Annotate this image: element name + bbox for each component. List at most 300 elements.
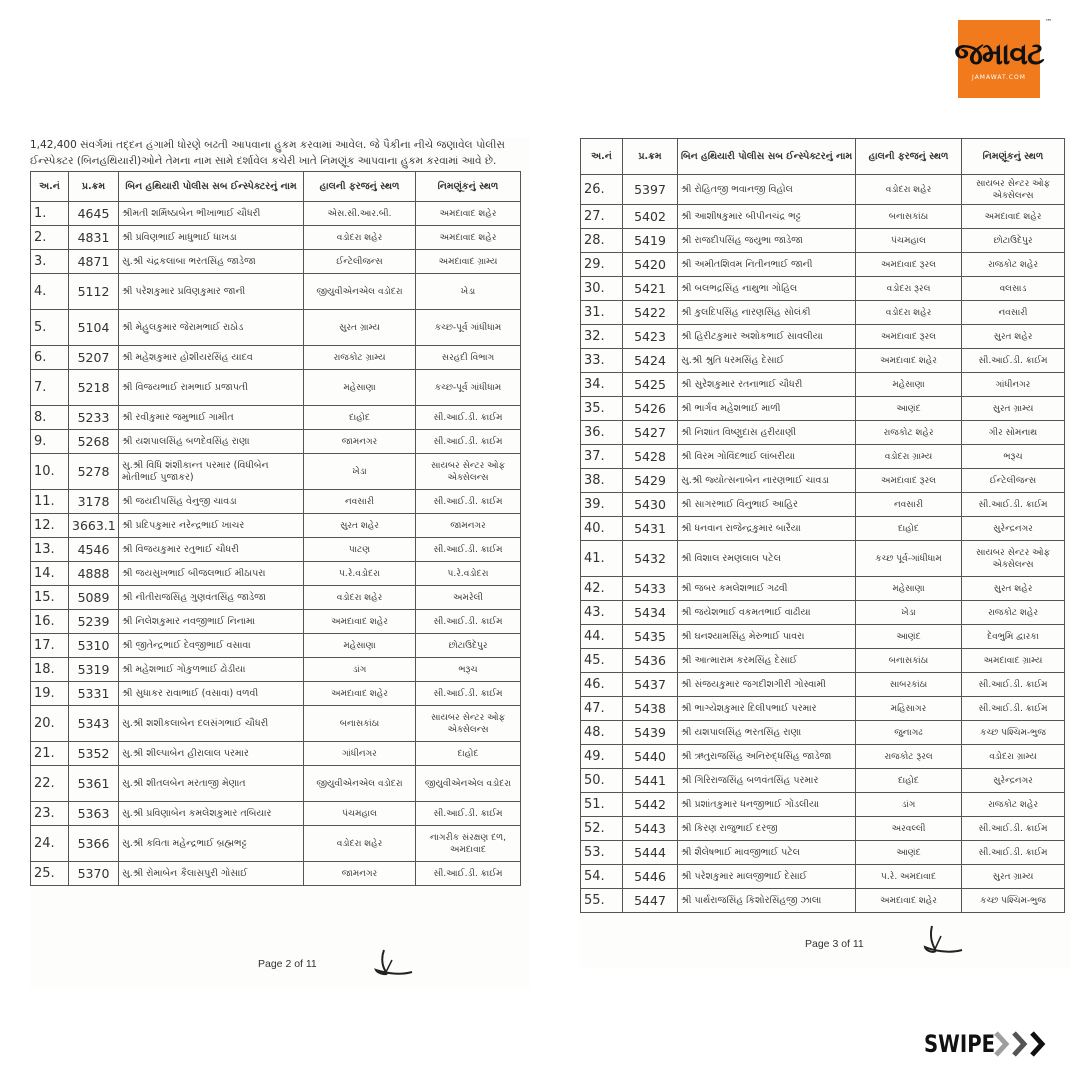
serial-cell: 35. — [581, 397, 623, 421]
rank-no-cell: 5432 — [623, 541, 678, 577]
serial-cell: 31. — [581, 301, 623, 325]
table-row — [581, 817, 1065, 841]
rank-no-cell: 5437 — [623, 673, 678, 697]
serial-cell: 1. — [31, 202, 69, 226]
table-row — [581, 205, 1065, 229]
new-posting-cell: વલસાડ — [962, 277, 1065, 301]
rank-no-cell: 5438 — [623, 697, 678, 721]
rank-no-cell: 5444 — [623, 841, 678, 865]
table-row — [31, 862, 521, 886]
officer-name-cell: શ્રી સાગરભાઈ વિનુભાઈ આહિર — [678, 493, 856, 517]
table-row — [31, 274, 521, 310]
rank-no-cell: 5112 — [69, 274, 119, 310]
new-posting-cell: સુરેન્દ્રનગર — [962, 769, 1065, 793]
serial-cell: 54. — [581, 865, 623, 889]
current-post-cell: જામનગર — [304, 430, 416, 454]
current-post-cell: વડોદરા શહેર — [304, 826, 416, 862]
table-row — [581, 445, 1065, 469]
table-row — [31, 202, 521, 226]
rank-no-cell: 5431 — [623, 517, 678, 541]
new-posting-cell: અમદાવાદ શહેર — [416, 202, 521, 226]
serial-cell: 48. — [581, 721, 623, 745]
new-posting-cell: દેવભુમિ દ્વારકા — [962, 625, 1065, 649]
serial-cell: 37. — [581, 445, 623, 469]
current-post-cell: વડોદરા ગ્રામ્ય — [856, 445, 962, 469]
officer-name-cell: શ્રી ધનવાન રાજેન્દ્રકુમાર બારૈયા — [678, 517, 856, 541]
new-posting-cell: રાજકોટ શહેર — [962, 793, 1065, 817]
table-header-row — [31, 172, 521, 202]
signature-icon — [372, 948, 416, 980]
rank-no-cell: 5363 — [69, 802, 119, 826]
current-post-cell: વડોદરા શહેર — [304, 226, 416, 250]
current-post-cell: સુરત શહેર — [304, 514, 416, 538]
serial-cell: 34. — [581, 373, 623, 397]
serial-cell: 45. — [581, 649, 623, 673]
header-rank-no: પ્ર.ક્રમ — [69, 172, 119, 202]
officer-name-cell: શ્રી બલભદ્રસિંહ નાથુભા ગોહિલ — [678, 277, 856, 301]
serial-cell: 49. — [581, 745, 623, 769]
serial-cell: 22. — [31, 766, 69, 802]
table-row — [31, 610, 521, 634]
table-row — [31, 250, 521, 274]
table-row — [581, 889, 1065, 913]
new-posting-cell: અમરેલી — [416, 586, 521, 610]
rank-no-cell: 5361 — [69, 766, 119, 802]
new-posting-cell: વડોદરા ગ્રામ્ય — [962, 745, 1065, 769]
table-row — [31, 826, 521, 862]
officer-name-cell: શ્રી પ્રદિપકુમાર નરેન્દ્રભાઈ ખાચર — [119, 514, 304, 538]
table-row — [31, 742, 521, 766]
officer-name-cell: શ્રી ઘનશ્યામસિંહ મેરુભાઈ પાવરા — [678, 625, 856, 649]
current-post-cell: ઈન્ટેલીજન્સ — [304, 250, 416, 274]
rank-no-cell: 5425 — [623, 373, 678, 397]
current-post-cell: અમદાવાદ શહેર — [856, 889, 962, 913]
serial-cell: 39. — [581, 493, 623, 517]
serial-cell: 53. — [581, 841, 623, 865]
rank-no-cell: 5427 — [623, 421, 678, 445]
rank-no-cell: 5446 — [623, 865, 678, 889]
officer-name-cell: શ્રી જયેશભાઈ વકમતભાઈ વાઢીયા — [678, 601, 856, 625]
serial-cell: 26. — [581, 175, 623, 205]
serial-cell: 20. — [31, 706, 69, 742]
current-post-cell: મહેસાણા — [856, 577, 962, 601]
officer-name-cell: શ્રી મહેશભાઈ ગોકુળભાઈ ઢોડીયા — [119, 658, 304, 682]
new-posting-cell: દાહોદ — [416, 742, 521, 766]
new-posting-cell: ગાંધીનગર — [962, 373, 1065, 397]
serial-cell: 52. — [581, 817, 623, 841]
officer-name-cell: શ્રી જીતેન્દ્રભાઈ દેવજીભાઈ વસાવા — [119, 634, 304, 658]
officer-name-cell: સુ.શ્રી શ્રુતિ ધરમસિંહ દેસાઈ — [678, 349, 856, 373]
current-post-cell: દાહોદ — [856, 769, 962, 793]
logo-site: JAMAWAT.COM — [972, 73, 1026, 81]
rank-no-cell: 5278 — [69, 454, 119, 490]
officer-name-cell: શ્રી પ્રશાંતકુમાર ધનજીભાઈ ગોંડલીયા — [678, 793, 856, 817]
officer-name-cell: શ્રી શૈલેષભાઈ માવજીભાઈ પટેલ — [678, 841, 856, 865]
current-post-cell: જીયુવીએનએલ વડોદરા — [304, 274, 416, 310]
brand-logo — [954, 18, 1052, 98]
serial-cell: 50. — [581, 769, 623, 793]
current-post-cell: કચ્છ પૂર્વ-ગાંધીધામ — [856, 541, 962, 577]
serial-cell: 13. — [31, 538, 69, 562]
new-posting-cell: ભરૂચ — [416, 658, 521, 682]
officer-name-cell: શ્રી વિજયકુમાર રતુભાઈ ચૌધરી — [119, 538, 304, 562]
serial-cell: 32. — [581, 325, 623, 349]
current-post-cell: અમદાવાદ શહેર — [304, 682, 416, 706]
current-post-cell: વડોદરા રૂરલ — [856, 277, 962, 301]
officer-name-cell: શ્રી ભાર્ગવ મહેશભાઈ માળી — [678, 397, 856, 421]
current-post-cell: નવસારી — [856, 493, 962, 517]
logo-trademark: ™ — [1045, 18, 1052, 26]
rank-no-cell: 5366 — [69, 826, 119, 862]
officer-name-cell: શ્રી સુરેશકુમાર રતનાભાઈ ચૌધરી — [678, 373, 856, 397]
officer-name-cell: શ્રી યશપાલસિંહ બળદેવસિંહ રાણા — [119, 430, 304, 454]
new-posting-cell: નવસારી — [962, 301, 1065, 325]
rank-no-cell: 5429 — [623, 469, 678, 493]
rank-no-cell: 5310 — [69, 634, 119, 658]
rank-no-cell: 5319 — [69, 658, 119, 682]
rank-no-cell: 5420 — [623, 253, 678, 277]
header-current-post: હાલની ફરજનું સ્થળ — [856, 139, 962, 175]
officer-name-cell: શ્રી રોહિતજી ભવાનજી વિહોલ — [678, 175, 856, 205]
new-posting-cell: સી.આઈ.ડી. ક્રાઈમ — [962, 697, 1065, 721]
new-posting-cell: સી.આઈ.ડી. ક્રાઈમ — [962, 673, 1065, 697]
current-post-cell: મહેસાણા — [304, 370, 416, 406]
intro-paragraph: 1,42,400 સંવર્ગમાં તદ્દન હંગામી ધોરણે બઢતી આપવાના હુકમ કરવામાં આવેલ. જે પૈકીના નીચે જણાવેલ પોલીસ ઈન્સ્પેક્ટર (બિનહથિયારી)ઓને તેમના નામ સામે દર્શાવેલ કચેરી ખાતે નિમણૂંક આપવાના હુકમ કરવામાં આવે છે. — [30, 139, 505, 167]
rank-no-cell: 5207 — [69, 346, 119, 370]
new-posting-cell: સી.આઈ.ડી. ક્રાઈમ — [416, 538, 521, 562]
table-row — [31, 682, 521, 706]
rank-no-cell: 5434 — [623, 601, 678, 625]
officer-name-cell: શ્રી યશપાલસિંહ ભરતસિંહ રાણા — [678, 721, 856, 745]
current-post-cell: ડાંગ — [304, 658, 416, 682]
rank-no-cell: 5426 — [623, 397, 678, 421]
table-row — [581, 373, 1065, 397]
rank-no-cell: 4831 — [69, 226, 119, 250]
serial-cell: 23. — [31, 802, 69, 826]
rank-no-cell: 5436 — [623, 649, 678, 673]
table-row — [31, 562, 521, 586]
new-posting-cell: નાગરીક સંરક્ષણ દળ, અમદાવાદ — [416, 826, 521, 862]
serial-cell: 16. — [31, 610, 69, 634]
header-rank-no: પ્ર.ક્રમ — [623, 139, 678, 175]
serial-cell: 33. — [581, 349, 623, 373]
table-row — [581, 769, 1065, 793]
rank-no-cell: 4546 — [69, 538, 119, 562]
rank-no-cell: 5421 — [623, 277, 678, 301]
officer-name-cell: શ્રી મેહુલકુમાર જેરામભાઈ રાઠોડ — [119, 310, 304, 346]
header-serial: અ.નં — [581, 139, 623, 175]
officer-name-cell: શ્રી કિરણ રાજુભાઈ દરજી — [678, 817, 856, 841]
serial-cell: 28. — [581, 229, 623, 253]
current-post-cell: મહેસાણા — [304, 634, 416, 658]
officer-name-cell: શ્રી પરેશકુમાર પ્રવિણકુમાર જાની — [119, 274, 304, 310]
current-post-cell: અરવલ્લી — [856, 817, 962, 841]
officer-name-cell: સુ.શ્રી શશીકલાબેન દલસંગભાઈ ચૌધરી — [119, 706, 304, 742]
rank-no-cell: 5268 — [69, 430, 119, 454]
rank-no-cell: 5423 — [623, 325, 678, 349]
new-posting-cell: છોટાઉદેપુર — [962, 229, 1065, 253]
table-row — [31, 406, 521, 430]
table-row — [31, 658, 521, 682]
current-post-cell: દાહોદ — [856, 517, 962, 541]
rank-no-cell: 5233 — [69, 406, 119, 430]
current-post-cell: દાહોદ — [304, 406, 416, 430]
officer-name-cell: શ્રી રવીકુમાર જમુભાઈ ગામીત — [119, 406, 304, 430]
new-posting-cell: અમદાવાદ ગ્રામ્ય — [416, 250, 521, 274]
officer-name-cell: શ્રી હિરીટકુમાર અશોકભાઈ સાવલીયા — [678, 325, 856, 349]
current-post-cell: મહિસાગર — [856, 697, 962, 721]
current-post-cell: રાજકોટ ગ્રામ્ય — [304, 346, 416, 370]
officer-name-cell: સુ.શ્રી પ્રવિણાબેન કમલેશકુમાર તબિયાર — [119, 802, 304, 826]
new-posting-cell: જીયુવીએનએલ વડોદરા — [416, 766, 521, 802]
header-new-posting: નિમણૂંકનું સ્થળ — [416, 172, 521, 202]
serial-cell: 18. — [31, 658, 69, 682]
current-post-cell: જીયુવીએનએલ વડોદરા — [304, 766, 416, 802]
current-post-cell: અમદાવાદ શહેર — [304, 610, 416, 634]
new-posting-cell: કચ્છ પશ્ચિમ-ભુજ — [962, 889, 1065, 913]
rank-no-cell: 5441 — [623, 769, 678, 793]
table-row — [31, 514, 521, 538]
header-name: બિન હથિયારી પોલીસ સબ ઈન્સ્પેક્ટરનું નામ — [678, 139, 856, 175]
new-posting-cell: સી.આઈ.ડી. ક્રાઈમ — [962, 493, 1065, 517]
current-post-cell: આણંદ — [856, 397, 962, 421]
officer-name-cell: સુ.શ્રી વિધિ શંશીકાન્ત પરમાર (વિધીબેન મોતીભાઈ પુજાકર) — [119, 454, 304, 490]
serial-cell: 41. — [581, 541, 623, 577]
rank-no-cell: 5419 — [623, 229, 678, 253]
page-number-left: Page 2 of 11 — [258, 958, 317, 970]
table-row — [581, 469, 1065, 493]
officer-name-cell: શ્રી પરેશકુમાર માલજીભાઈ દેસાઈ — [678, 865, 856, 889]
rank-no-cell: 4888 — [69, 562, 119, 586]
new-posting-cell: અમદાવાદ શહેર — [962, 205, 1065, 229]
table-row — [31, 706, 521, 742]
table-row — [581, 841, 1065, 865]
current-post-cell: આણંદ — [856, 841, 962, 865]
officer-name-cell: શ્રી સુધાકર રાવાભાઈ (વસાવા) વળવી — [119, 682, 304, 706]
rank-no-cell: 5343 — [69, 706, 119, 742]
table-row — [581, 493, 1065, 517]
table-row — [581, 745, 1065, 769]
officer-name-cell: સુ.શ્રી શીલ્પાબેન હીરાલાલ પરમાર — [119, 742, 304, 766]
new-posting-cell: સી.આઈ.ડી. ક્રાઈમ — [962, 349, 1065, 373]
current-post-cell: જામનગર — [304, 862, 416, 886]
new-posting-cell: અમદાવાદ શહેર — [416, 226, 521, 250]
current-post-cell: વડોદરા શહેર — [856, 175, 962, 205]
current-post-cell: પંચમહાલ — [304, 802, 416, 826]
new-posting-cell: સી.આઈ.ડી. ક્રાઈમ — [416, 430, 521, 454]
table-row — [581, 697, 1065, 721]
officer-name-cell: શ્રી જબર કમલેશભાઈ ગઢવી — [678, 577, 856, 601]
new-posting-cell: કચ્છ પશ્ચિમ-ભુજ — [962, 721, 1065, 745]
officer-name-cell: શ્રી વિજયભાઈ રામભાઈ પ્રજાપતી — [119, 370, 304, 406]
officer-name-cell: શ્રી ભાગ્યેશકુમાર દિલીપભાઈ પરમાર — [678, 697, 856, 721]
new-posting-cell: સુરત ગ્રામ્ય — [962, 865, 1065, 889]
table-row — [31, 454, 521, 490]
signature-icon — [922, 924, 966, 958]
rank-no-cell: 5397 — [623, 175, 678, 205]
serial-cell: 2. — [31, 226, 69, 250]
rank-no-cell: 4645 — [69, 202, 119, 226]
new-posting-cell: સી.આઈ.ડી. ક્રાઈમ — [416, 610, 521, 634]
serial-cell: 55. — [581, 889, 623, 913]
serial-cell: 17. — [31, 634, 69, 658]
document-page-2 — [30, 138, 530, 988]
new-posting-cell: જામનગર — [416, 514, 521, 538]
officer-name-cell: શ્રી વિરમ ગોવિંદભાઈ લાંબરીયા — [678, 445, 856, 469]
table-row — [581, 253, 1065, 277]
rank-no-cell: 5435 — [623, 625, 678, 649]
new-posting-cell: સી.આઈ.ડી. ક્રાઈમ — [962, 817, 1065, 841]
officer-name-cell: શ્રી પાર્થરાજસિંહ કિશોરસિંહજી ઝાલા — [678, 889, 856, 913]
table-row — [581, 301, 1065, 325]
page-number-right: Page 3 of 11 — [805, 938, 864, 950]
new-posting-cell: સી.આઈ.ડી. ક્રાઈમ — [416, 802, 521, 826]
serial-cell: 4. — [31, 274, 69, 310]
officer-name-cell: શ્રી નીતીરાજસિંહ ગુણવંતસિંહ જાડેજા — [119, 586, 304, 610]
table-row — [581, 865, 1065, 889]
rank-no-cell: 3663.1 — [69, 514, 119, 538]
current-post-cell: અમદાવાદ રૂરલ — [856, 469, 962, 493]
current-post-cell: એસ.સી.આર.બી. — [304, 202, 416, 226]
table-row — [31, 802, 521, 826]
new-posting-cell: સાયબર સેન્ટર ઓફ એક્સેલન્સ — [962, 175, 1065, 205]
officer-name-cell: શ્રી જયદીપસિંહ વેનુજી ચાવડા — [119, 490, 304, 514]
officer-name-cell: શ્રી નિશાંત વિષ્ણુદાસ હરીયાણી — [678, 421, 856, 445]
serial-cell: 7. — [31, 370, 69, 406]
current-post-cell: ગાંધીનગર — [304, 742, 416, 766]
new-posting-cell: સી.આઈ.ડી. ક્રાઈમ — [962, 841, 1065, 865]
current-post-cell: વડોદરા શહેર — [304, 586, 416, 610]
logo-wordmark: જમાવટ — [954, 36, 1044, 72]
rank-no-cell: 4871 — [69, 250, 119, 274]
serial-cell: 9. — [31, 430, 69, 454]
new-posting-cell: સાયબર સેન્ટર ઓફ એક્સેલન્સ — [416, 454, 521, 490]
serial-cell: 19. — [31, 682, 69, 706]
document-page-3 — [580, 138, 1070, 968]
table-row — [31, 490, 521, 514]
serial-cell: 46. — [581, 673, 623, 697]
officer-name-cell: શ્રી રાજદીપસિંહ જયુભા જાડેજા — [678, 229, 856, 253]
new-posting-cell: સરહદી વિભાગ — [416, 346, 521, 370]
serial-cell: 21. — [31, 742, 69, 766]
serial-cell: 3. — [31, 250, 69, 274]
table-row — [581, 175, 1065, 205]
officer-name-cell: સુ.શ્રી જ્યોત્સનાબેન નારણભાઈ ચાવડા — [678, 469, 856, 493]
new-posting-cell: સુરત ગ્રામ્ય — [962, 397, 1065, 421]
table-row — [581, 277, 1065, 301]
new-posting-cell: કચ્છ-પૂર્વ ગાંધીધામ — [416, 310, 521, 346]
serial-cell: 36. — [581, 421, 623, 445]
table-row — [581, 793, 1065, 817]
table-row — [581, 397, 1065, 421]
table-row — [31, 430, 521, 454]
officer-name-cell: શ્રી અમીતશિવમ નિતીનભાઈ જાની — [678, 253, 856, 277]
serial-cell: 6. — [31, 346, 69, 370]
table-row — [581, 721, 1065, 745]
table-row — [31, 586, 521, 610]
rank-no-cell: 5430 — [623, 493, 678, 517]
table-row — [581, 577, 1065, 601]
rank-no-cell: 5239 — [69, 610, 119, 634]
rank-no-cell: 5447 — [623, 889, 678, 913]
serial-cell: 8. — [31, 406, 69, 430]
rank-no-cell: 5104 — [69, 310, 119, 346]
new-posting-cell: ખેડા — [416, 274, 521, 310]
officer-name-cell: શ્રી આત્મારામ કરમસિંહ દેસાઈ — [678, 649, 856, 673]
officer-name-cell: શ્રી કુલદિપસિંહ નારણસિંહ સોલંકી — [678, 301, 856, 325]
table-row — [31, 226, 521, 250]
officer-name-cell: શ્રી જયસુખભાઈ બીજલભાઈ મીઠાપરા — [119, 562, 304, 586]
swipe-prompt[interactable] — [924, 1030, 1056, 1058]
current-post-cell: અમદાવાદ રૂરલ — [856, 325, 962, 349]
current-post-cell: પ.રે.વડોદરા — [304, 562, 416, 586]
serial-cell: 38. — [581, 469, 623, 493]
swipe-label: SWIPE — [924, 1030, 996, 1058]
serial-cell: 27. — [581, 205, 623, 229]
serial-cell: 14. — [31, 562, 69, 586]
serial-cell: 44. — [581, 625, 623, 649]
new-posting-cell: રાજકોટ શહેર — [962, 601, 1065, 625]
officer-name-cell: શ્રી પ્રવિણભાઈ માધુભાઈ ધાખડા — [119, 226, 304, 250]
new-posting-cell: સી.આઈ.ડી. ક્રાઈમ — [416, 862, 521, 886]
serial-cell: 11. — [31, 490, 69, 514]
current-post-cell: ખેડા — [856, 601, 962, 625]
table-row — [581, 625, 1065, 649]
table-row — [581, 673, 1065, 697]
current-post-cell: રાજકોટ શહેર — [856, 421, 962, 445]
table-row — [31, 346, 521, 370]
serial-cell: 43. — [581, 601, 623, 625]
new-posting-cell: સુરેન્દ્રનગર — [962, 517, 1065, 541]
table-row — [581, 649, 1065, 673]
table-row — [581, 517, 1065, 541]
serial-cell: 25. — [31, 862, 69, 886]
new-posting-cell: ગીર સોમનાથ — [962, 421, 1065, 445]
table-row — [31, 370, 521, 406]
rank-no-cell: 5089 — [69, 586, 119, 610]
header-new-posting: નિમણૂંકનું સ્થળ — [962, 139, 1065, 175]
officer-name-cell: શ્રી આશીષકુમાર બીપીનચંદ્ર ભટ્ટ — [678, 205, 856, 229]
rank-no-cell: 5439 — [623, 721, 678, 745]
new-posting-cell: રાજકોટ શહેર — [962, 253, 1065, 277]
officer-name-cell: સુ.શ્રી શીતલબેન મરતાજી મેણાત — [119, 766, 304, 802]
new-posting-cell: સી.આઈ.ડી. ક્રાઈમ — [416, 490, 521, 514]
current-post-cell: વડોદરા શહેર — [856, 301, 962, 325]
serial-cell: 5. — [31, 310, 69, 346]
rank-no-cell: 5433 — [623, 577, 678, 601]
rank-no-cell: 3178 — [69, 490, 119, 514]
new-posting-cell: ઈન્ટેલીજન્સ — [962, 469, 1065, 493]
current-post-cell: બનાસકાંઠા — [304, 706, 416, 742]
table-row — [31, 538, 521, 562]
new-posting-cell: સાયબર સેન્ટર ઓફ એક્સેલન્સ — [962, 541, 1065, 577]
new-posting-cell: છોટાઉદેપુર — [416, 634, 521, 658]
table-row — [581, 325, 1065, 349]
table-row — [581, 601, 1065, 625]
serial-cell: 12. — [31, 514, 69, 538]
serial-cell: 29. — [581, 253, 623, 277]
new-posting-cell: સી.આઈ.ડી. ક્રાઈમ — [416, 406, 521, 430]
rank-no-cell: 5424 — [623, 349, 678, 373]
serial-cell: 47. — [581, 697, 623, 721]
header-serial: અ.નં — [31, 172, 69, 202]
rank-no-cell: 5428 — [623, 445, 678, 469]
new-posting-cell: સી.આઈ.ડી. ક્રાઈમ — [416, 682, 521, 706]
current-post-cell: ખેડા — [304, 454, 416, 490]
rank-no-cell: 5442 — [623, 793, 678, 817]
table-row — [581, 229, 1065, 253]
rank-no-cell: 5331 — [69, 682, 119, 706]
